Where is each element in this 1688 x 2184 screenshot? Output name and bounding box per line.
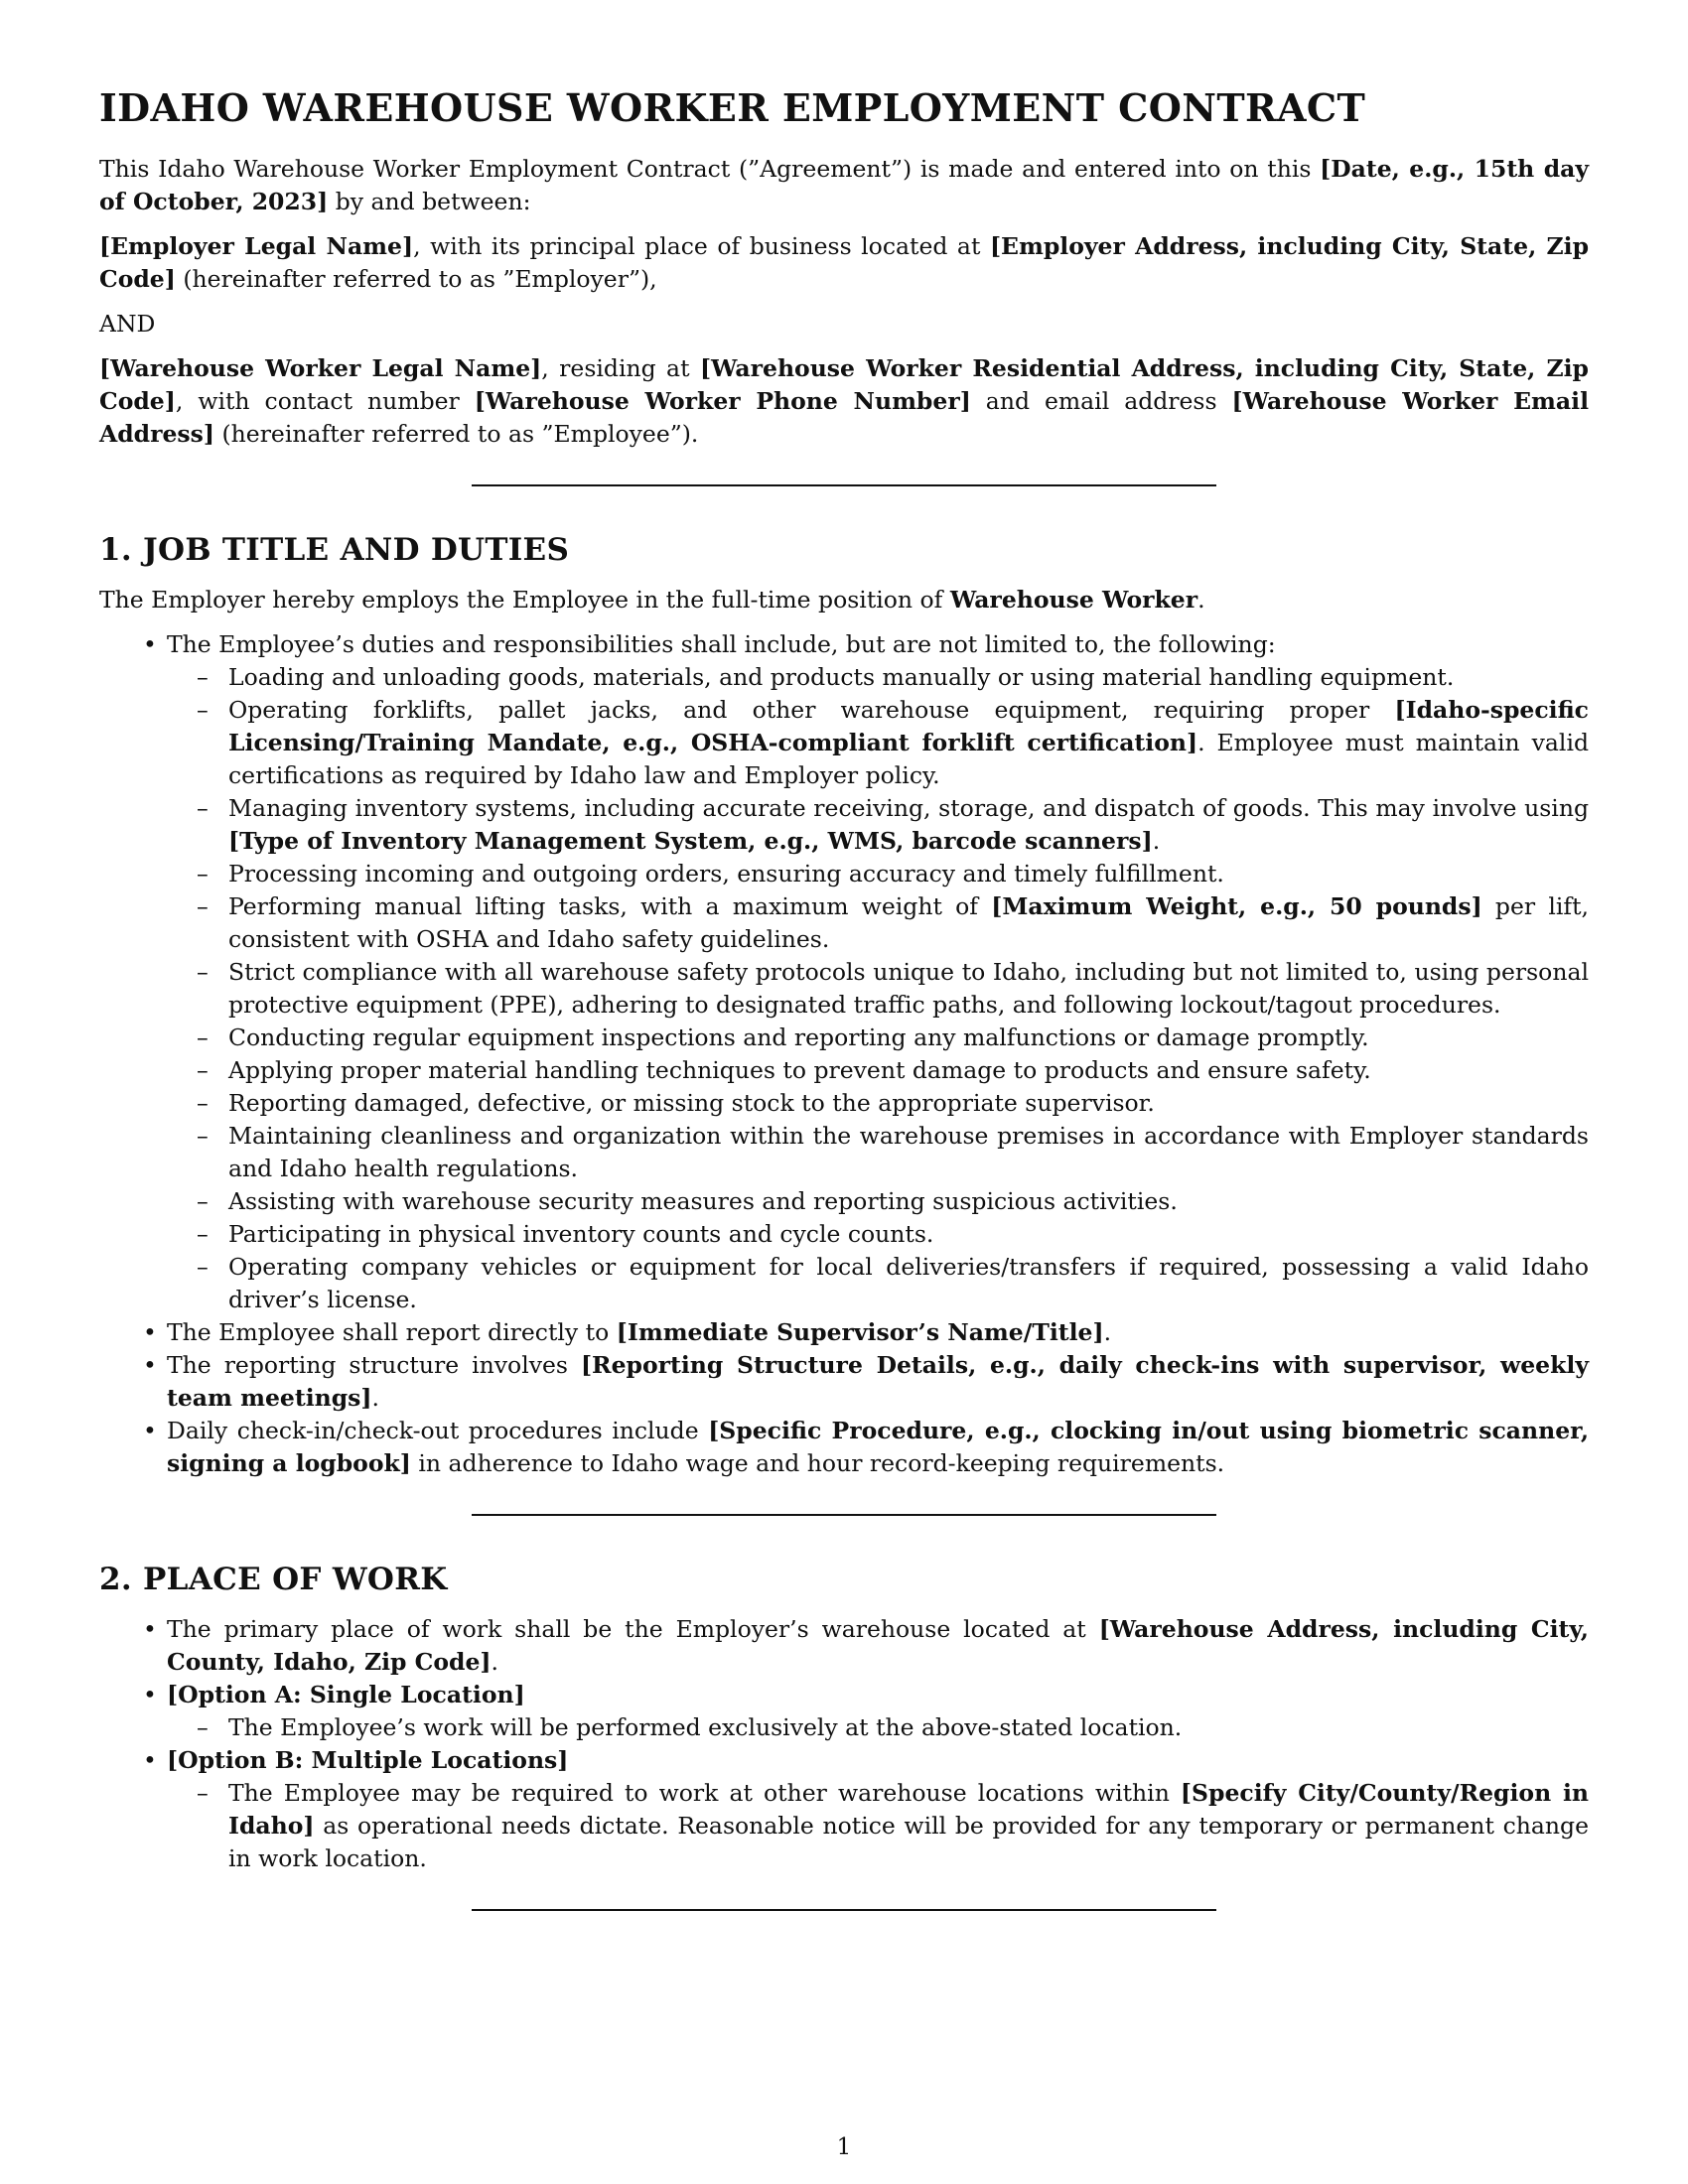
employee-address-placeholder: [Warehouse Worker Residential Address, including City, State, Zip Code] — [99, 354, 1589, 415]
option-b-label: [Option B: Multiple Locations] — [167, 1746, 569, 1774]
list-item: – The Employee’s work will be performed exclusively at the above-stated location. — [167, 1711, 1589, 1744]
list-item: • The reporting structure involves [Reporting Structure Details, e.g., daily check-ins with supervisor, weekly team meetings]. — [99, 1349, 1589, 1415]
check-in-procedure-placeholder: [Specific Procedure, e.g., clocking in/out using biometric scanner, signing a logbook] — [167, 1417, 1589, 1477]
and-separator: AND — [99, 310, 156, 338]
section-divider — [472, 484, 1216, 486]
document-title: IDAHO WAREHOUSE WORKER EMPLOYMENT CONTRACT — [99, 85, 1366, 130]
list-item: – Reporting damaged, defective, or missing stock to the appropriate supervisor. — [167, 1087, 1589, 1120]
section-divider — [472, 1514, 1216, 1516]
document-page — [99, 85, 1589, 1955]
list-item: – Performing manual lifting tasks, with a maximum weight of [Maximum Weight, e.g., 50 pounds] per lift, consistent with OSHA and Idaho safety guidelines. — [167, 890, 1589, 956]
list-item: – Applying proper material handling techniques to prevent damage to products and ensure safety. — [167, 1054, 1589, 1087]
list-item: – Participating in physical inventory counts and cycle counts. — [167, 1218, 1589, 1251]
list-item: – Loading and unloading goods, materials, and products manually or using material handling equipment. — [167, 661, 1589, 694]
employer-address-placeholder: [Employer Address, including City, State, Zip Code] — [99, 232, 1590, 293]
list-item: – Operating company vehicles or equipment for local deliveries/transfers if required, possessing a valid Idaho driver’s license. — [167, 1251, 1589, 1316]
list-item: • The Employee shall report directly to [Immediate Supervisor’s Name/Title]. — [99, 1316, 1589, 1349]
section-heading-job-title: 1. JOB TITLE AND DUTIES — [99, 532, 570, 568]
list-item: – Maintaining cleanliness and organization within the warehouse premises in accordance with Employer standards and Idaho health regulations. — [167, 1120, 1589, 1185]
list-item: • The Employee’s duties and responsibilities shall include, but are not limited to, the following: – Loading and unloading goods, materials, and products manually or using material handling equipment. – Operating forklifts, pallet jacks, and other warehouse equipment, requiring proper [Idaho-specific Licensing/Training Mandate, e.g., OSHA-compliant forklift certification]. Employee must maintain valid certifications as required by Idaho law and Employer policy. – Managing inventory systems, including accurate receiving, storage, and dispatch of goods. This may involve using [Type of Inventory Management System, e.g., WMS, barcode scanners]. – Processing incoming and outgoing orders, ensuring accuracy and timely fulfillment. – Performing manual lifting tasks, with a maximum weight of [Maximum Weight, e.g., 50 pounds] per lift, consistent with OSHA and Idaho safety guidelines. – Strict compliance with all warehouse safety protocols unique to Idaho, including but not limited to, using personal protective equipment (PPE), adhering to designated traffic paths, and following lockout/tagout procedures. – Conducting regular equipment inspections and reporting any malfunctions or damage promptly. – Applying proper material handling techniques to prevent damage to products and ensure safety. – Reporting damaged, defective, or missing stock to the appropriate supervisor. – Maintaining cleanliness and organization within the warehouse premises in accordance with Employer standards and Idaho health regulations. – Assisting with warehouse security measures and reporting suspicious activities. – Participating in physical inventory counts and cycle counts. – Operating company vehicles or equipment for local deliveries/transfers if required, possessing a valid Idaho driver’s license. — [99, 628, 1589, 1316]
list-item: • The primary place of work shall be the Employer’s warehouse located at [Warehouse Address, including City, County, Idaho, Zip Code]. — [99, 1613, 1589, 1679]
supervisor-placeholder: [Immediate Supervisor’s Name/Title] — [616, 1318, 1104, 1346]
employer-name-placeholder: [Employer Legal Name] — [99, 232, 414, 260]
region-placeholder: [Specify City/County/Region in Idaho] — [228, 1779, 1589, 1840]
reporting-structure-placeholder: [Reporting Structure Details, e.g., daily check-ins with supervisor, weekly team meetings] — [167, 1351, 1590, 1412]
position-title: Warehouse Worker — [949, 586, 1198, 614]
employer-paragraph: [Employer Legal Name], with its principal place of business located at [Employer Address, including City, State, Zip Code] (hereinafter referred to as ”Employer”), — [99, 232, 1590, 293]
list-item: – Managing inventory systems, including accurate receiving, storage, and dispatch of goods. This may involve using [Type of Inventory Management System, e.g., WMS, barcode scanners]. — [167, 792, 1589, 858]
list-item — [99, 1744, 1589, 1875]
employee-phone-placeholder: [Warehouse Worker Phone Number] — [474, 387, 971, 415]
list-item: – Conducting regular equipment inspections and reporting any malfunctions or damage promptly. — [167, 1022, 1589, 1054]
page-number: 1 — [836, 2134, 852, 2160]
date-placeholder: [Date, e.g., 15th day of October, 2023] — [99, 155, 1590, 215]
list-item: – Operating forklifts, pallet jacks, and other warehouse equipment, requiring proper [Idaho-specific Licensing/Training Mandate, e.g., OSHA-compliant forklift certification]. Employee must maintain valid certifications as required by Idaho law and Employer policy. — [167, 694, 1589, 792]
duties-sublist — [167, 661, 1589, 1316]
option-a-label: [Option A: Single Location] — [167, 1681, 525, 1708]
list-item — [99, 1679, 1589, 1744]
max-weight-placeholder: [Maximum Weight, e.g., 50 pounds] — [991, 892, 1482, 920]
section-divider — [472, 1909, 1216, 1911]
list-item: – The Employee may be required to work at other warehouse locations within [Specify City/County/Region in Idaho] as operational needs dictate. Reasonable notice will be provided for any temporary or permanent change in work location. — [167, 1777, 1589, 1875]
employee-name-placeholder: [Warehouse Worker Legal Name] — [99, 354, 542, 382]
employee-paragraph: [Warehouse Worker Legal Name], residing at [Warehouse Worker Residential Address, including City, State, Zip Code], with contact number [Warehouse Worker Phone Number] and email address [Warehouse Worker Email Address] (hereinafter referred to as ”Employee”). — [99, 354, 1589, 448]
list-item: – Processing incoming and outgoing orders, ensuring accuracy and timely fulfillment. — [167, 858, 1589, 890]
list-item: • Daily check-in/check-out procedures include [Specific Procedure, e.g., clocking in/out using biometric scanner, signing a logbook] in adherence to Idaho wage and hour record-keeping requirements. — [99, 1415, 1589, 1480]
section-heading-place-of-work: 2. PLACE OF WORK — [99, 1562, 448, 1597]
inventory-system-placeholder: [Type of Inventory Management System, e.g., WMS, barcode scanners] — [228, 827, 1153, 855]
job-title-paragraph: The Employer hereby employs the Employee in the full-time position of Warehouse Worker. — [99, 586, 1205, 614]
list-item: – Assisting with warehouse security measures and reporting suspicious activities. — [167, 1185, 1589, 1218]
intro-paragraph: This Idaho Warehouse Worker Employment Contract (”Agreement”) is made and entered into on this [Date, e.g., 15th day of October, 2023] by and between: — [99, 155, 1590, 215]
list-item: – Strict compliance with all warehouse safety protocols unique to Idaho, including but not limited to, using personal protective equipment (PPE), adhering to designated traffic paths, and following lockout/tagout procedures. — [167, 956, 1589, 1022]
employee-email-placeholder: [Warehouse Worker Email Address] — [99, 387, 1589, 448]
licensing-placeholder: [Idaho-specific Licensing/Training Mandate, e.g., OSHA-compliant forklift certification] — [228, 696, 1589, 756]
place-of-work-list — [99, 1613, 1589, 1875]
warehouse-address-placeholder: [Warehouse Address, including City, County, Idaho, Zip Code] — [167, 1615, 1589, 1676]
duties-list — [99, 628, 1589, 1480]
